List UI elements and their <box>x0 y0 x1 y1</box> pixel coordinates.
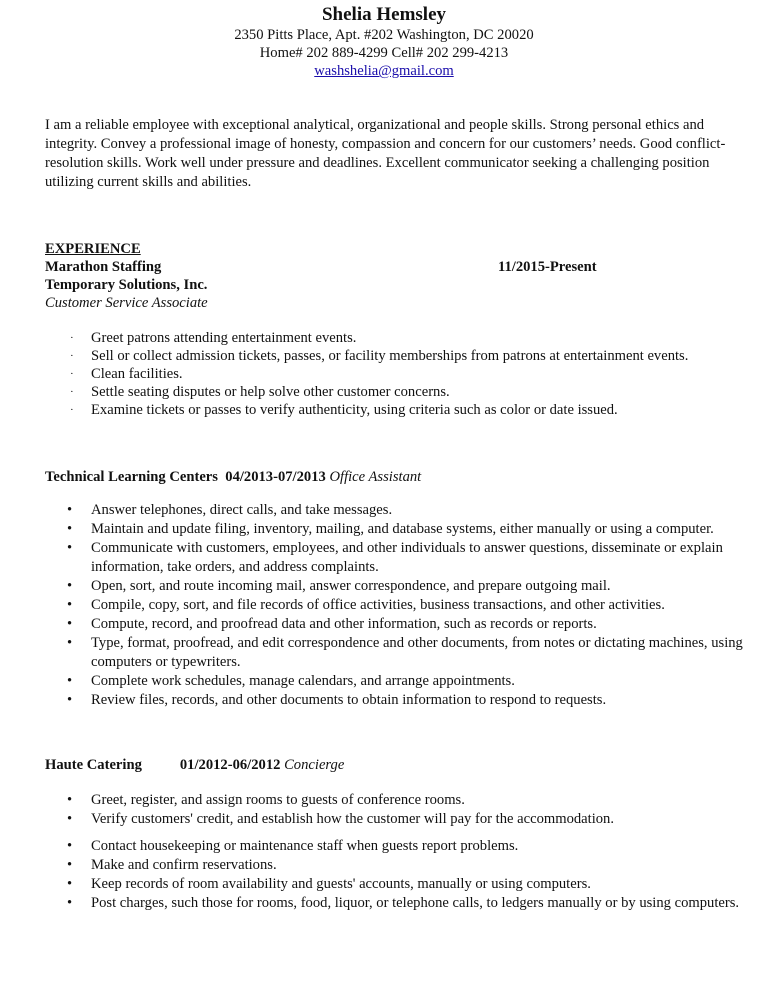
bullet-text: Review files, records, and other documents to obtain information to respond to requests. <box>91 692 607 708</box>
bullet-item <box>45 615 745 634</box>
bullet-text: Clean facilities. <box>91 366 183 382</box>
resume-name: Shelia Hemsley <box>321 4 447 25</box>
bullet-text: Maintain and update filing, inventory, mailing, and database systems, either manually or using a computer. <box>91 521 714 537</box>
bullet-text: Open, sort, and route incoming mail, answer correspondence, and prepare outgoing mail. <box>91 578 611 594</box>
bullet-item <box>45 634 745 672</box>
bullet-text: Make and confirm reservations. <box>91 857 277 873</box>
company: Haute Catering <box>45 757 142 773</box>
job-bullets <box>45 329 745 419</box>
job-bullets <box>45 791 745 913</box>
bullet-item <box>45 401 745 419</box>
bullet-icon: • <box>67 692 73 708</box>
bullet-text: Type, format, proofread, and edit correspondence and other documents, from notes or dictating machines, using computers or typewriters. <box>91 635 743 670</box>
bullet-text: Post charges, such those for rooms, food, liquor, or telephone calls, to ledgers manually or by using computers. <box>91 895 740 911</box>
bullet-icon: • <box>67 673 73 689</box>
bullet-item <box>45 383 745 401</box>
bullet-item <box>45 791 745 810</box>
bullet-icon: • <box>67 857 73 873</box>
job-haute <box>45 757 745 913</box>
bullet-icon: • <box>67 521 73 537</box>
bullet-item <box>45 596 745 615</box>
company-secondary: Temporary Solutions, Inc. <box>45 277 208 293</box>
bullet-item <box>45 672 745 691</box>
company: Marathon Staffing <box>45 259 162 275</box>
bullet-icon: • <box>67 792 73 808</box>
bullet-icon: • <box>67 876 73 892</box>
bullet-text: Greet, register, and assign rooms to guests of conference rooms. <box>91 792 465 808</box>
bullet-text: Examine tickets or passes to verify authenticity, using criteria such as color or date issued. <box>91 402 618 418</box>
bullet-text: Complete work schedules, manage calendars, and arrange appointments. <box>91 673 515 689</box>
bullet-item <box>45 329 745 347</box>
bullet-icon: • <box>67 502 73 518</box>
bullet-icon: • <box>67 811 73 827</box>
bullet-item <box>45 894 745 913</box>
experience-heading: EXPERIENCE <box>45 241 141 257</box>
dates: 01/2012-06/2012 <box>179 757 281 773</box>
bullet-text: Keep records of room availability and guests' accounts, manually or using computers. <box>91 876 591 892</box>
dates: 11/2015-Present <box>498 259 597 275</box>
bullet-text: Compute, record, and proofread data and other information, such as records or reports. <box>91 616 597 632</box>
bullet-text: Answer telephones, direct calls, and take messages. <box>91 502 393 518</box>
bullet-icon: • <box>67 895 73 911</box>
bullet-item <box>45 577 745 596</box>
bullet-text: Verify customers' credit, and establish how the customer will pay for the accommodation. <box>91 811 614 827</box>
dates: 04/2013-07/2013 <box>225 469 326 485</box>
bullet-icon: · <box>70 386 74 398</box>
bullet-text: Communicate with customers, employees, and other individuals to answer questions, disseminate or explain information, take orders, and address complaints. <box>91 540 723 575</box>
bullet-icon: · <box>70 404 74 416</box>
job-technical <box>45 469 745 710</box>
bullet-icon: • <box>67 635 73 651</box>
bullet-icon: · <box>70 368 74 380</box>
job-title: Customer Service Associate <box>45 295 208 311</box>
bullet-icon: · <box>70 350 74 362</box>
bullet-item <box>45 501 745 520</box>
bullet-icon: • <box>67 578 73 594</box>
bullet-item <box>45 691 745 710</box>
bullet-item <box>45 539 745 577</box>
bullet-item <box>45 837 745 856</box>
bullet-item <box>45 365 745 383</box>
bullet-item <box>45 520 745 539</box>
company: Technical Learning Centers <box>45 469 218 485</box>
email-link[interactable]: washshelia@gmail.com <box>314 63 454 79</box>
job-title: Concierge <box>284 757 345 773</box>
bullet-item <box>45 810 745 829</box>
bullet-item <box>45 856 745 875</box>
address: 2350 Pitts Place, Apt. #202 Washington, DC 20020 <box>234 27 534 43</box>
job-marathon <box>45 240 745 419</box>
job-bullets <box>45 501 745 710</box>
bullet-text: Settle seating disputes or help solve other customer concerns. <box>91 384 450 400</box>
bullet-text: Sell or collect admission tickets, passes, or facility memberships from patrons at entertainment events. <box>91 348 689 364</box>
bullet-item <box>45 875 745 894</box>
job-title: Office Assistant <box>329 469 422 485</box>
bullet-icon: • <box>67 838 73 854</box>
summary: I am a reliable employee with exceptional analytical, organizational and people skills. Strong personal ethics and integrity. Convey a professional image of honesty, compassion and concern for our customers’ needs. Good conflict-resolution skills. Work well under pressure and deadlines. Excellent communicator seeking a challenging position utilizing current skills and abilities. <box>45 117 726 190</box>
bullet-text: Compile, copy, sort, and file records of office activities, business transactions, and other activities. <box>91 597 665 613</box>
bullet-item <box>45 347 745 365</box>
bullet-icon: • <box>67 616 73 632</box>
bullet-icon: • <box>67 540 73 556</box>
bullet-text: Contact housekeeping or maintenance staff when guests report problems. <box>91 838 519 854</box>
bullet-icon: • <box>67 597 73 613</box>
bullet-text: Greet patrons attending entertainment events. <box>91 330 357 346</box>
phones: Home# 202 889-4299 Cell# 202 299-4213 <box>259 45 509 61</box>
bullet-icon: · <box>70 332 74 344</box>
